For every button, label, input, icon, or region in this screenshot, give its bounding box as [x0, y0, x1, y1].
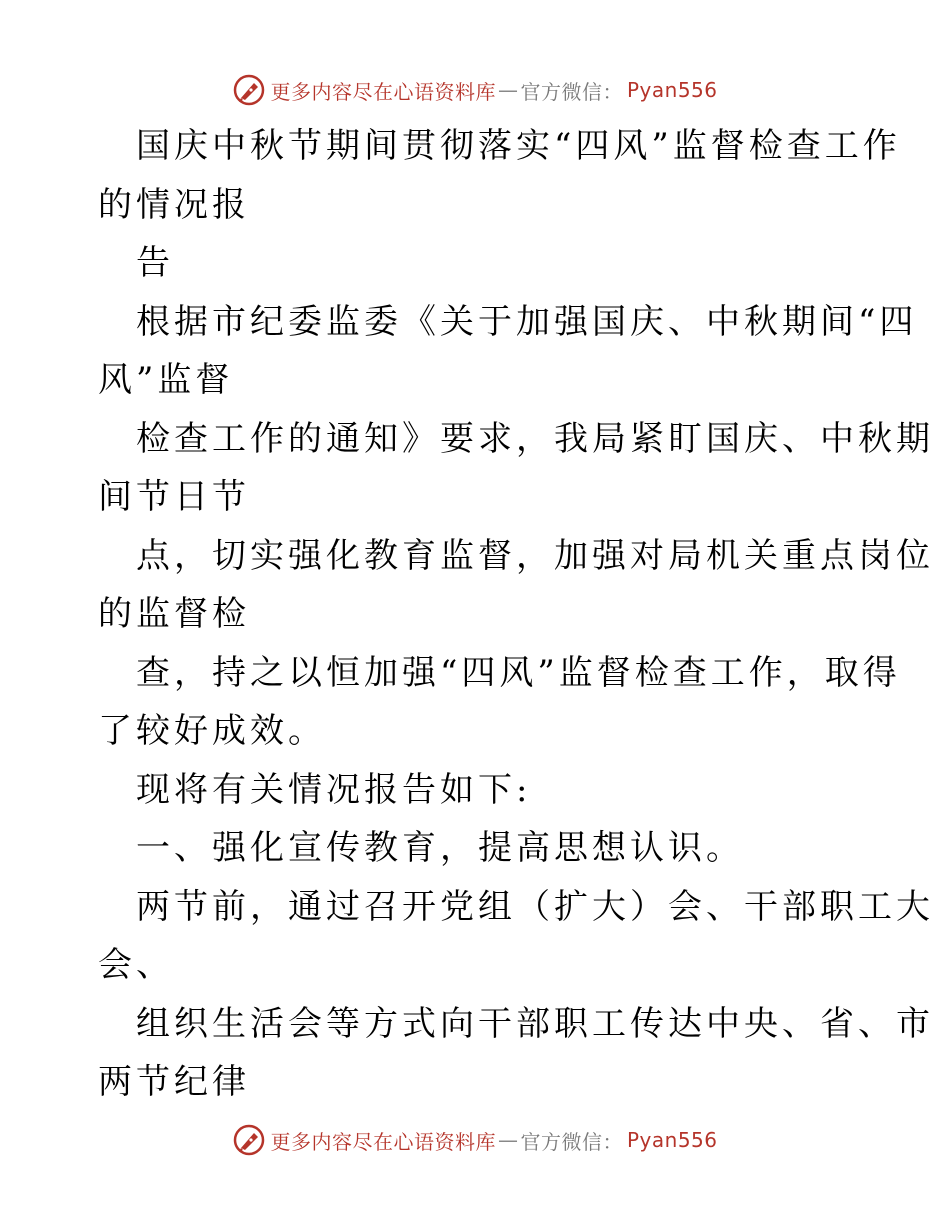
pen-nib-logo-icon [232, 1123, 266, 1157]
text-line: 的监督检 [98, 594, 250, 634]
text-line: 国庆中秋节期间贯彻落实“四风”监督检查工作 [136, 126, 901, 166]
text-line: 根据市纪委监委《关于加强国庆、中秋期间“四 [136, 301, 918, 342]
text-line: 会、 [98, 945, 174, 985]
watermark-id: Pyan556 [626, 78, 718, 102]
text-line: 两节纪律 [98, 1062, 250, 1102]
text-line: 告 [136, 243, 174, 283]
text-line: 风”监督 [98, 360, 234, 400]
text-line: 点，切实强化教育监督，加强对局机关重点岗位 [136, 535, 934, 576]
watermark-brand: 更多内容尽在心语资料库 [270, 1129, 496, 1154]
text-line: 了较好成效。 [98, 711, 326, 751]
text-line: 检查工作的通知》要求，我局紧盯国庆、中秋期 [136, 418, 934, 459]
watermark-brand: 更多内容尽在心语资料库 [270, 79, 496, 104]
watermark-id: Pyan556 [626, 1128, 718, 1152]
watermark-separator: — [497, 78, 519, 102]
watermark-separator: — [497, 1128, 519, 1152]
text-line: 的情况报 [98, 184, 250, 225]
text-line: 间节日节 [98, 477, 250, 517]
text-line: 组织生活会等方式向干部职工传达中央、省、市 [136, 1003, 934, 1044]
watermark-header [0, 70, 950, 110]
watermark-footer [0, 1120, 950, 1160]
text-line: 现将有关情况报告如下: [136, 769, 532, 810]
text-line: 查，持之以恒加强“四风”监督检查工作，取得 [136, 652, 901, 693]
watermark-label: 官方微信： [520, 79, 623, 104]
document-body [98, 117, 934, 1112]
watermark-label: 官方微信： [520, 1129, 623, 1154]
pen-nib-logo-icon [232, 73, 266, 107]
text-line: 两节前，通过召开党组（扩大）会、干部职工大 [136, 886, 934, 927]
text-line: 一、强化宣传教育，提高思想认识。 [136, 828, 744, 868]
